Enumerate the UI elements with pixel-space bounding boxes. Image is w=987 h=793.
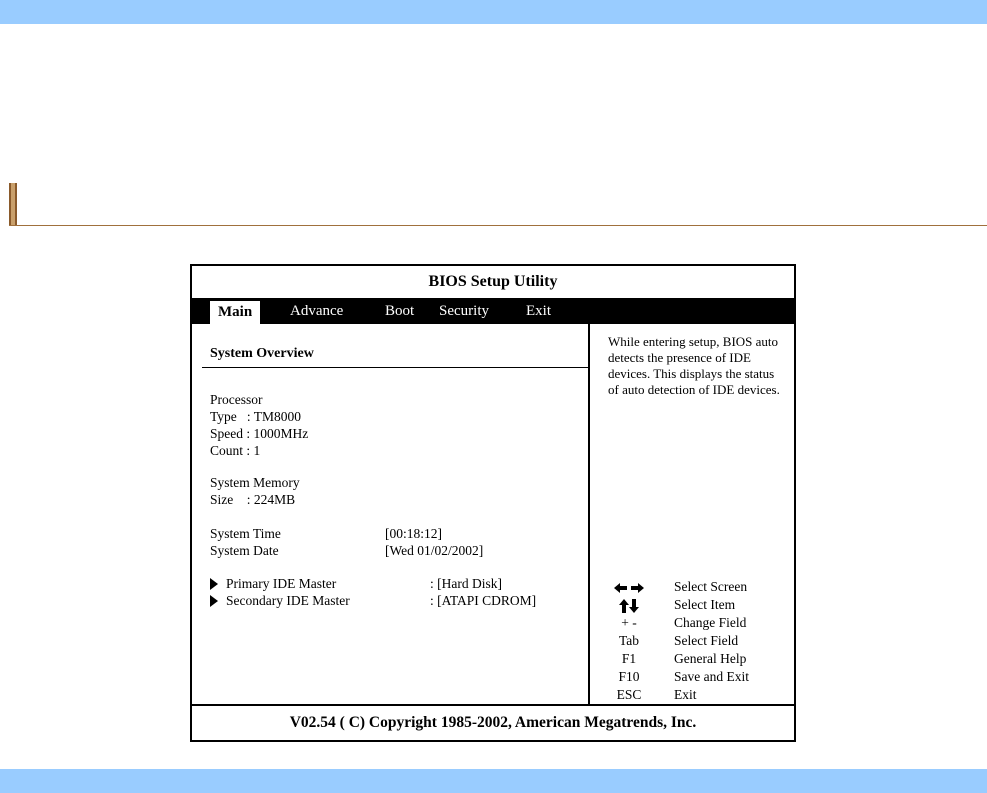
key-label: F1 xyxy=(621,651,637,666)
secondary-ide-value: : [ATAPI CDROM] xyxy=(430,593,537,608)
key-row xyxy=(604,686,792,704)
processor-speed: Speed : 1000MHz xyxy=(210,426,309,441)
top-band xyxy=(0,0,987,24)
key-label: ESC xyxy=(616,687,642,702)
system-date-value[interactable]: [Wed 01/02/2002] xyxy=(385,543,484,558)
help-text: While entering setup, BIOS auto detects the presence of IDE devices. This displays the status of auto detection of IDE devices. xyxy=(608,334,780,397)
processor-type: Type : TM8000 xyxy=(210,409,302,424)
bottom-band xyxy=(0,769,987,793)
key-row xyxy=(604,614,792,632)
section-divider xyxy=(9,225,987,226)
key-row xyxy=(604,632,792,650)
key-row xyxy=(604,650,792,668)
copyright-footer: V02.54 ( C) Copyright 1985-2002, American Megatrends, Inc. xyxy=(192,704,794,740)
overview-divider xyxy=(202,367,588,368)
menu-advance[interactable]: Advance xyxy=(290,303,344,319)
left-right-arrows-icon xyxy=(604,578,654,596)
secondary-ide-label: Secondary IDE Master xyxy=(226,593,350,608)
primary-ide-value: : [Hard Disk] xyxy=(430,576,502,591)
key-row xyxy=(604,596,792,614)
key-label: + - xyxy=(621,615,637,630)
overview-title: System Overview xyxy=(210,346,314,361)
submenu-arrow-icon xyxy=(210,595,218,607)
memory-heading: System Memory xyxy=(210,475,300,490)
system-time-label: System Time xyxy=(210,526,281,541)
key-desc: General Help xyxy=(674,651,747,666)
bios-title: BIOS Setup Utility xyxy=(428,273,558,290)
menu-bar xyxy=(192,298,794,324)
bios-window xyxy=(190,264,796,742)
memory-size: Size : 224MB xyxy=(210,492,296,507)
up-down-arrows-icon xyxy=(604,596,654,614)
key-desc: Select Field xyxy=(674,633,739,648)
help-pane xyxy=(590,324,794,704)
primary-ide-label: Primary IDE Master xyxy=(226,576,337,591)
key-label: F10 xyxy=(618,669,640,684)
processor-count: Count : 1 xyxy=(210,443,261,458)
submenu-arrow-icon xyxy=(210,578,218,590)
system-date-label: System Date xyxy=(210,543,279,558)
section-accent-bar xyxy=(9,183,17,225)
settings-pane xyxy=(192,324,590,704)
menu-boot[interactable]: Boot xyxy=(385,303,415,319)
key-desc: Select Item xyxy=(674,597,736,612)
system-time-value[interactable]: [00:18:12] xyxy=(385,526,442,541)
menu-exit[interactable]: Exit xyxy=(526,303,551,319)
key-row xyxy=(604,578,792,596)
key-desc: Select Screen xyxy=(674,579,748,594)
processor-heading: Processor xyxy=(210,392,263,407)
menu-security[interactable]: Security xyxy=(439,303,489,319)
key-desc: Exit xyxy=(674,687,697,702)
key-row xyxy=(604,668,792,686)
key-desc: Save and Exit xyxy=(674,669,749,684)
key-legend xyxy=(604,578,792,704)
menu-main[interactable]: Main xyxy=(210,301,260,324)
key-desc: Change Field xyxy=(674,615,747,630)
key-label: Tab xyxy=(618,633,640,648)
